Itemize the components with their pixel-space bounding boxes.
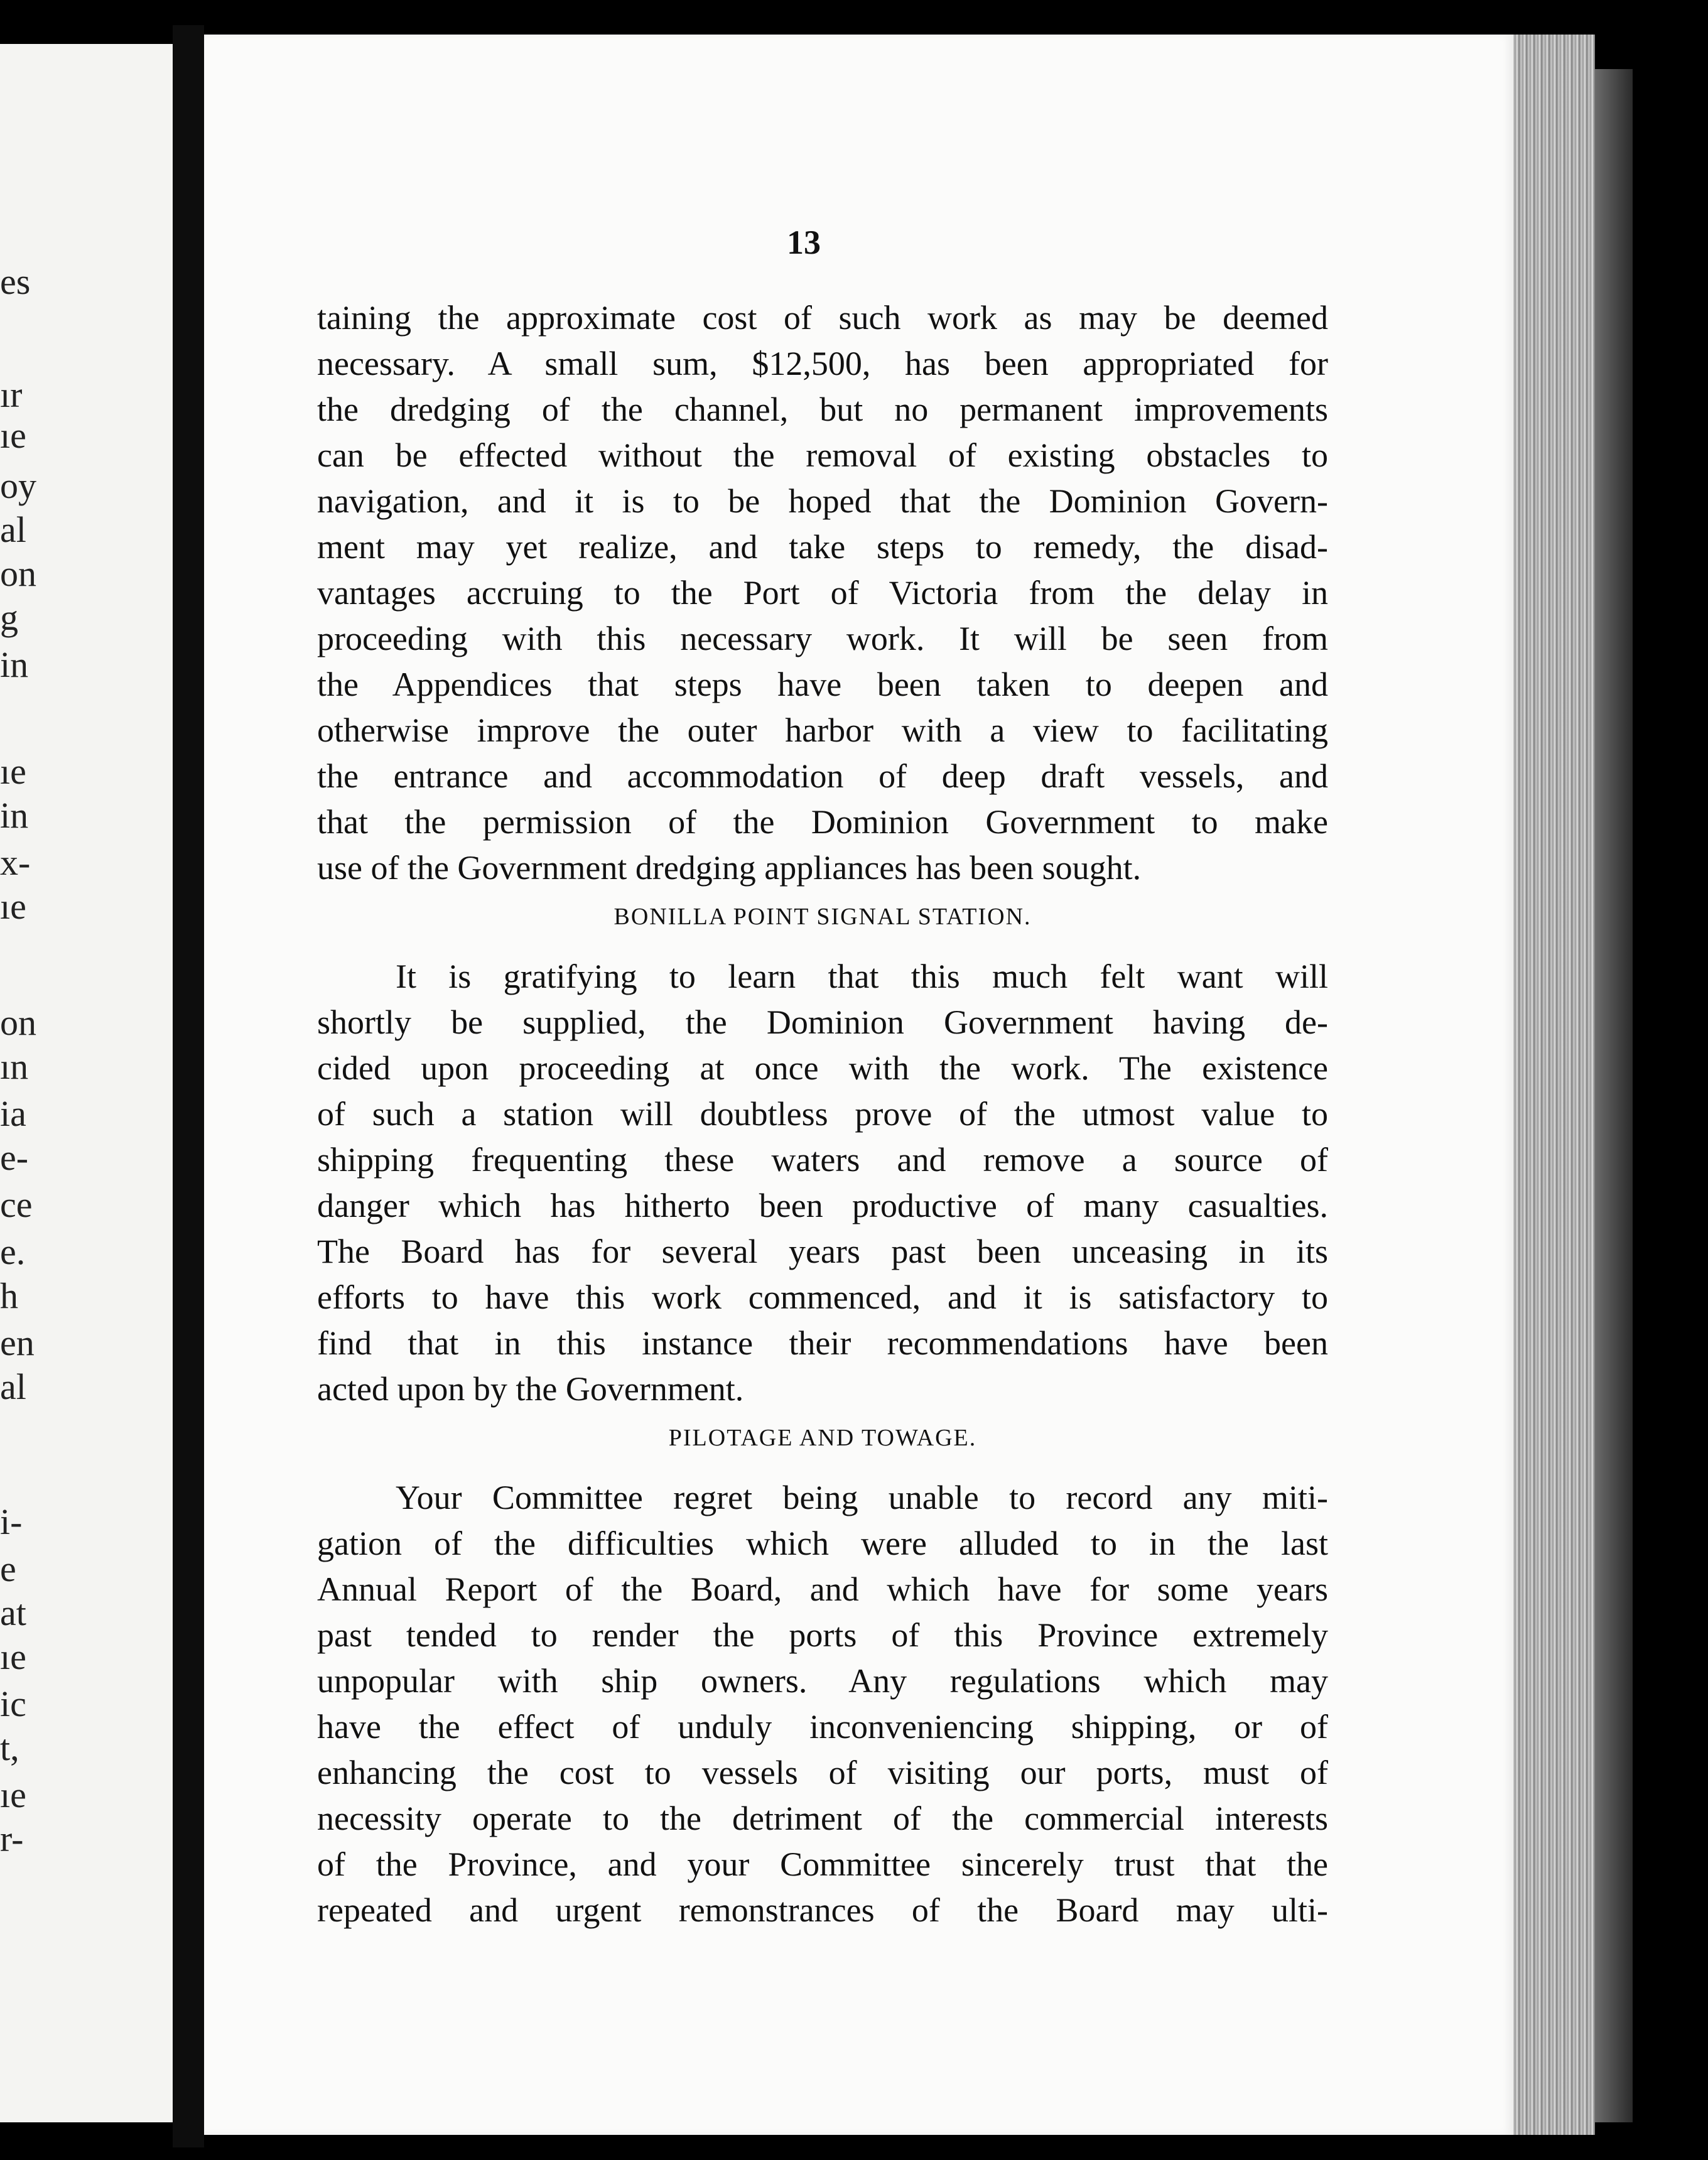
paragraph-3 bbox=[317, 1475, 1328, 1933]
left-page-fragment: e bbox=[0, 1548, 16, 1589]
text-line: vantages accruing to the Port of Victoria from the delay in bbox=[317, 574, 1328, 612]
left-page-fragment: ic bbox=[0, 1683, 26, 1724]
left-page-fragment: ıe bbox=[0, 1636, 26, 1677]
text-line: The Board has for several years past been unceasing in its bbox=[317, 1233, 1328, 1270]
text-line: ment may yet realize, and take steps to remedy, the disad- bbox=[317, 528, 1328, 566]
text-line: unpopular with ship owners. Any regulations which may bbox=[317, 1662, 1328, 1700]
left-page-fragment: i- bbox=[0, 1501, 23, 1542]
text-line: necessity operate to the detriment of the commercial interests bbox=[317, 1800, 1328, 1837]
left-page-fragment: on bbox=[0, 1002, 36, 1043]
text-line: that the permission of the Dominion Government to make bbox=[317, 803, 1328, 841]
section-heading-bonilla-point: BONILLA POINT SIGNAL STATION. bbox=[613, 904, 1032, 930]
left-page-fragment: x- bbox=[0, 842, 31, 883]
page-text bbox=[317, 295, 1328, 1933]
page-number: 13 bbox=[787, 224, 821, 261]
text-line: shortly be supplied, the Dominion Government having de- bbox=[317, 1003, 1328, 1041]
text-line: of such a station will doubtless prove of the utmost value to bbox=[317, 1095, 1328, 1133]
text-line: acted upon by the Government. bbox=[317, 1370, 744, 1408]
left-page-fragment: ıe bbox=[0, 415, 26, 456]
left-page-fragment: ce bbox=[0, 1184, 33, 1225]
paragraph-1 bbox=[317, 295, 1328, 891]
left-page-fragment: in bbox=[0, 795, 29, 836]
left-page-fragment: en bbox=[0, 1322, 35, 1363]
text-line: cided upon proceeding at once with the work. The existence bbox=[317, 1049, 1328, 1087]
text-line: can be effected without the removal of existing obstacles to bbox=[317, 436, 1328, 474]
left-page-fragment: g bbox=[0, 597, 18, 638]
text-line: proceeding with this necessary work. It will be seen from bbox=[317, 620, 1328, 657]
text-line: shipping frequenting these waters and remove a source of bbox=[317, 1141, 1328, 1179]
text-line: find that in this instance their recommendations have been bbox=[317, 1324, 1328, 1362]
text-line: use of the Government dredging appliances has been sought. bbox=[317, 849, 1142, 887]
text-line: necessary. A small sum, $12,500, has been appropriated for bbox=[317, 345, 1328, 382]
text-line: Annual Report of the Board, and which have for some years bbox=[317, 1570, 1328, 1608]
text-line: repeated and urgent remonstrances of the Board may ulti- bbox=[317, 1891, 1328, 1929]
text-line: the Appendices that steps have been taken to deepen and bbox=[317, 666, 1328, 703]
left-page-fragment: al bbox=[0, 1366, 26, 1407]
text-line: enhancing the cost to vessels of visiting our ports, must of bbox=[317, 1754, 1328, 1791]
left-page-fragment: in bbox=[0, 644, 29, 685]
left-page-fragment: ıe bbox=[0, 1774, 26, 1815]
left-page-fragment: oy bbox=[0, 465, 36, 506]
left-page-fragment: e. bbox=[0, 1231, 26, 1272]
left-page-fragment: ın bbox=[0, 1046, 29, 1087]
page-edges bbox=[1513, 35, 1595, 2135]
left-page-fragment: ıe bbox=[0, 886, 26, 927]
text-line: the dredging of the channel, but no permanent improvements bbox=[317, 391, 1328, 428]
section-heading-pilotage: PILOTAGE AND TOWAGE. bbox=[668, 1425, 977, 1451]
book-gutter bbox=[173, 25, 204, 2147]
text-line: have the effect of unduly inconveniencing shipping, or of bbox=[317, 1708, 1328, 1746]
left-page-fragment: r- bbox=[0, 1818, 24, 1859]
text-line: of the Province, and your Committee sincerely trust that the bbox=[317, 1845, 1328, 1883]
text-line: otherwise improve the outer harbor with a view to facilitating bbox=[317, 711, 1328, 749]
left-page-remnant bbox=[0, 44, 173, 2122]
book-cover-edge bbox=[1595, 69, 1633, 2122]
left-page-fragment: ıe bbox=[0, 751, 26, 792]
left-page-fragment: ır bbox=[0, 374, 23, 415]
text-line: past tended to render the ports of this Province extremely bbox=[317, 1616, 1328, 1654]
left-page-fragment: es bbox=[0, 261, 31, 302]
text-line: taining the approximate cost of such work as may be deemed bbox=[317, 299, 1328, 337]
left-page-fragment: at bbox=[0, 1592, 26, 1633]
text-line: navigation, and it is to be hoped that the Dominion Govern- bbox=[317, 482, 1328, 520]
text-line: Your Committee regret being unable to record any miti- bbox=[396, 1479, 1328, 1516]
text-line: gation of the difficulties which were alluded to in the last bbox=[317, 1525, 1328, 1562]
left-page-fragment: t, bbox=[0, 1727, 19, 1768]
left-page-fragment: h bbox=[0, 1275, 18, 1316]
text-line: danger which has hitherto been productive of many casualties. bbox=[317, 1187, 1328, 1224]
left-page-fragment: on bbox=[0, 553, 36, 594]
left-page-fragment: ia bbox=[0, 1093, 26, 1134]
paragraph-2 bbox=[317, 954, 1328, 1412]
text-line: the entrance and accommodation of deep draft vessels, and bbox=[317, 757, 1328, 795]
left-page-fragment: e- bbox=[0, 1137, 29, 1178]
text-line: efforts to have this work commenced, and it is satisfactory to bbox=[317, 1278, 1328, 1316]
left-page-fragment: al bbox=[0, 509, 26, 550]
text-line: It is gratifying to learn that this much felt want will bbox=[396, 958, 1328, 995]
